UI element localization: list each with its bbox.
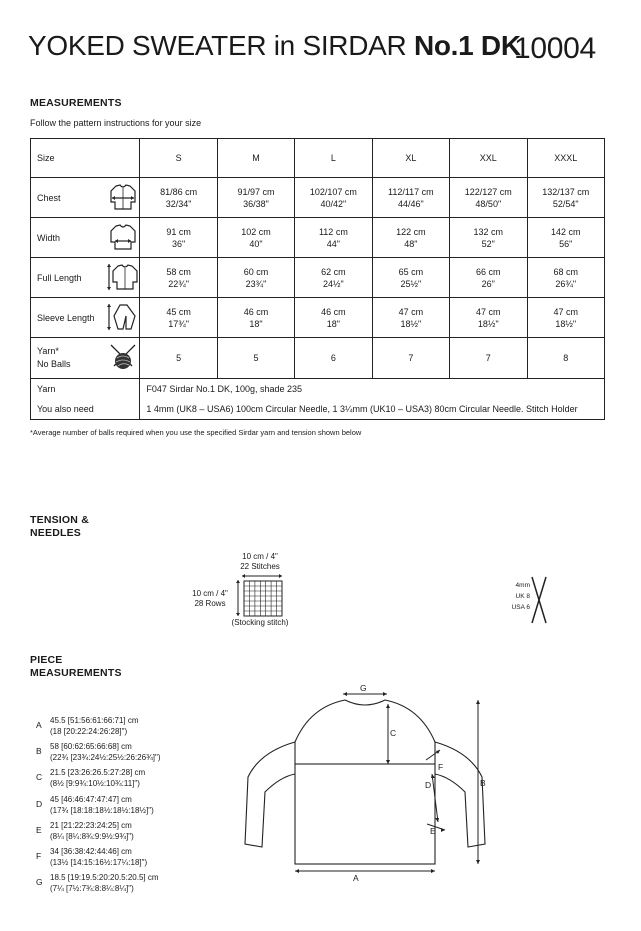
inch-value: 18½" xyxy=(555,318,577,329)
yarn-ball-icon xyxy=(108,342,138,372)
measurements-heading: MEASUREMENTS xyxy=(30,97,122,109)
label-b: B xyxy=(480,778,486,788)
inch-value: 56" xyxy=(559,238,573,249)
piece-measurements-heading xyxy=(30,654,122,680)
yarn-desc-label: Yarn xyxy=(31,379,140,400)
cm-value: 142 cm xyxy=(551,226,581,237)
balls-value: 7 xyxy=(450,338,527,379)
yoke-outline xyxy=(295,700,435,742)
size-cell: M xyxy=(217,139,294,178)
cm-value: 122 cm xyxy=(396,226,426,237)
row-label: Full Length xyxy=(31,258,106,298)
cm-value: 65 cm xyxy=(398,266,424,277)
balls-value: 7 xyxy=(372,338,449,379)
cm-value: 58 cm xyxy=(166,266,191,277)
inch-value: 24½" xyxy=(323,278,344,289)
piece-inches: (8¼ [8¼:8¾:9:9½:9¾]") xyxy=(50,832,134,841)
balls-value: 8 xyxy=(527,338,604,379)
piece-inches: (8½ [9:9¾:10½:10¾:11]") xyxy=(50,779,140,788)
piece-cm: 45 [46:46:47:47:47] cm xyxy=(50,795,132,804)
piece-cm: 21.5 [23:26:26.5:27:28] cm xyxy=(50,768,146,777)
title-main: YOKED SWEATER in xyxy=(28,30,295,61)
stocking-stitch-label: (Stocking stitch) xyxy=(231,618,289,627)
inch-value: 48/50" xyxy=(475,198,502,209)
cm-value: 60 cm xyxy=(243,266,269,277)
piece-letter: D xyxy=(36,799,43,809)
piece-letter: C xyxy=(36,772,43,782)
inch-value: 23¾" xyxy=(245,278,267,289)
inch-value: 44" xyxy=(326,238,340,249)
table-header-row xyxy=(31,139,605,178)
cm-value: 102/107 cm xyxy=(309,186,357,197)
piece-letter: F xyxy=(36,851,42,861)
row-count-label: 28 Rows xyxy=(194,599,226,608)
inch-value: 36/38" xyxy=(243,198,269,209)
piece-inches: (7¼ [7½:7¾:8:8¼:8¼]") xyxy=(50,884,134,893)
knitting-needles-icon xyxy=(529,575,549,625)
page-title xyxy=(28,30,596,65)
label-c: C xyxy=(390,728,397,738)
table-row xyxy=(31,258,605,298)
balls-value: 6 xyxy=(295,338,372,379)
inch-value: 36" xyxy=(172,238,186,249)
cm-value: 132/137 cm xyxy=(542,186,590,197)
width-icon xyxy=(108,222,138,252)
table-row xyxy=(31,218,605,258)
inch-value: 22¾" xyxy=(168,278,189,289)
row-height-label: 10 cm / 4" xyxy=(192,589,228,598)
cm-value: 47 cm xyxy=(553,306,579,317)
cm-value: 102 cm xyxy=(241,226,271,237)
piece-inches: (18 [20:22:24:26:28]") xyxy=(50,727,128,736)
cm-value: 46 cm xyxy=(243,306,269,317)
inch-value: 44/46" xyxy=(397,198,424,209)
inch-value: 48" xyxy=(404,238,418,249)
sleeve-length-icon xyxy=(107,302,139,332)
inch-value: 40/42" xyxy=(320,198,347,209)
chest-icon xyxy=(108,182,138,212)
body-outline xyxy=(295,764,435,864)
table-row xyxy=(31,399,605,420)
row-label: Chest xyxy=(31,178,106,218)
size-cell: XXXL xyxy=(527,139,604,178)
table-row xyxy=(31,178,605,218)
size-cell: XL xyxy=(372,139,449,178)
piece-letter: G xyxy=(36,877,43,887)
cm-value: 62 cm xyxy=(321,266,346,277)
cm-value: 122/127 cm xyxy=(464,186,512,197)
inch-value: 18" xyxy=(326,318,340,329)
yarn-label: Yarn* xyxy=(37,346,59,356)
inch-value: 17¾" xyxy=(168,318,189,329)
yarn-desc-value: F047 Sirdar No.1 DK, 100g, shade 235 xyxy=(140,379,605,400)
tension-heading-line2: NEEDLES xyxy=(30,527,81,539)
balls-value: 5 xyxy=(140,338,217,379)
measurements-table xyxy=(30,138,605,420)
inch-value: 25½" xyxy=(400,278,422,289)
needle-uk-label: UK 8 xyxy=(515,593,530,600)
tension-top-label xyxy=(230,552,290,572)
row-label: Width xyxy=(31,218,106,258)
table-row xyxy=(31,298,605,338)
full-length-icon xyxy=(107,262,139,292)
cm-value: 132 cm xyxy=(473,226,504,237)
title-brand: SIRDAR xyxy=(302,30,407,61)
cm-value: 68 cm xyxy=(553,266,579,277)
balls-value: 5 xyxy=(217,338,294,379)
inch-value: 26¾" xyxy=(555,278,577,289)
needle-usa-label: USA 6 xyxy=(511,604,530,611)
piece-cm: 45.5 [51:56:61:66:71] cm xyxy=(50,716,139,725)
measurements-subheading: Follow the pattern instructions for your size xyxy=(30,118,202,128)
inch-value: 40" xyxy=(249,238,263,249)
size-cell: XXL xyxy=(450,139,527,178)
inch-value: 32/34" xyxy=(165,198,192,209)
piece-inches: (17¾ [18:18:18½:18½:18½]") xyxy=(50,806,154,815)
pattern-code: 10004 xyxy=(514,32,596,65)
piece-letter: A xyxy=(36,720,42,730)
cm-value: 45 cm xyxy=(166,306,191,317)
needs-label: You also need xyxy=(31,399,140,420)
inch-value: 18½" xyxy=(477,318,499,329)
inch-value: 52" xyxy=(481,238,495,249)
tension-heading xyxy=(30,514,89,540)
needle-size-labels xyxy=(500,580,530,613)
size-cell: S xyxy=(140,139,217,178)
piece-letter: B xyxy=(36,746,42,756)
label-f: F xyxy=(438,762,444,772)
label-d: D xyxy=(425,780,432,790)
table-row xyxy=(31,379,605,400)
piece-inches: (22¾ [23¾:24½:25½:26:26¾]") xyxy=(50,753,161,762)
size-cell: L xyxy=(295,139,372,178)
balls-label: No Balls xyxy=(37,359,71,369)
cm-value: 112/117 cm xyxy=(387,186,434,197)
cm-value: 66 cm xyxy=(476,266,501,277)
piece-cm: 21 [21:22:23:24:25] cm xyxy=(50,821,132,830)
row-label: Sleeve Length xyxy=(31,298,106,338)
piece-heading-line1: PIECE xyxy=(30,654,63,666)
footnote: *Average number of balls required when you use the specified Sirdar yarn and tension shown below xyxy=(30,428,362,437)
piece-letter: E xyxy=(36,825,42,835)
title-yarn: No.1 DK xyxy=(413,30,521,61)
tension-left-label xyxy=(185,589,235,609)
stitch-width-label: 10 cm / 4" xyxy=(242,552,278,561)
piece-cm: 18.5 [19:19.5:20:20.5:20.5] cm xyxy=(50,873,159,882)
inch-value: 18" xyxy=(249,318,263,329)
inch-value: 26" xyxy=(481,278,495,289)
tension-heading-line1: TENSION & xyxy=(30,514,89,526)
cm-value: 46 cm xyxy=(321,306,346,317)
cm-value: 47 cm xyxy=(476,306,501,317)
piece-cm: 34 [36:38:42:44:46] cm xyxy=(50,847,132,856)
cm-value: 81/86 cm xyxy=(160,186,198,197)
cm-value: 91/97 cm xyxy=(237,186,275,197)
piece-inches: (13½ [14:15:16½:17¼:18]") xyxy=(50,858,148,867)
piece-cm: 58 [60:62:65:66:68] cm xyxy=(50,742,132,751)
stitch-count-label: 22 Stitches xyxy=(240,562,280,571)
label-e: E xyxy=(430,826,436,836)
tension-square-diagram xyxy=(236,574,286,618)
left-sleeve-outline xyxy=(245,742,295,847)
needle-mm-label: 4mm xyxy=(515,582,530,589)
label-a: A xyxy=(353,873,359,882)
cm-value: 47 cm xyxy=(398,306,424,317)
label-g: G xyxy=(360,683,367,693)
piece-heading-line2: MEASUREMENTS xyxy=(30,667,122,679)
table-row xyxy=(31,338,605,379)
size-header: Size xyxy=(31,139,106,178)
inch-value: 52/54" xyxy=(552,198,579,209)
cm-value: 112 cm xyxy=(318,226,348,237)
inch-value: 18½" xyxy=(400,318,422,329)
cm-value: 91 cm xyxy=(166,226,191,237)
needs-value: 1 4mm (UK8 – USA6) 100cm Circular Needle, 1 3¼mm (UK10 – USA3) 80cm Circular Needle. Stitch Holder xyxy=(140,399,605,420)
sweater-schematic xyxy=(240,682,500,882)
